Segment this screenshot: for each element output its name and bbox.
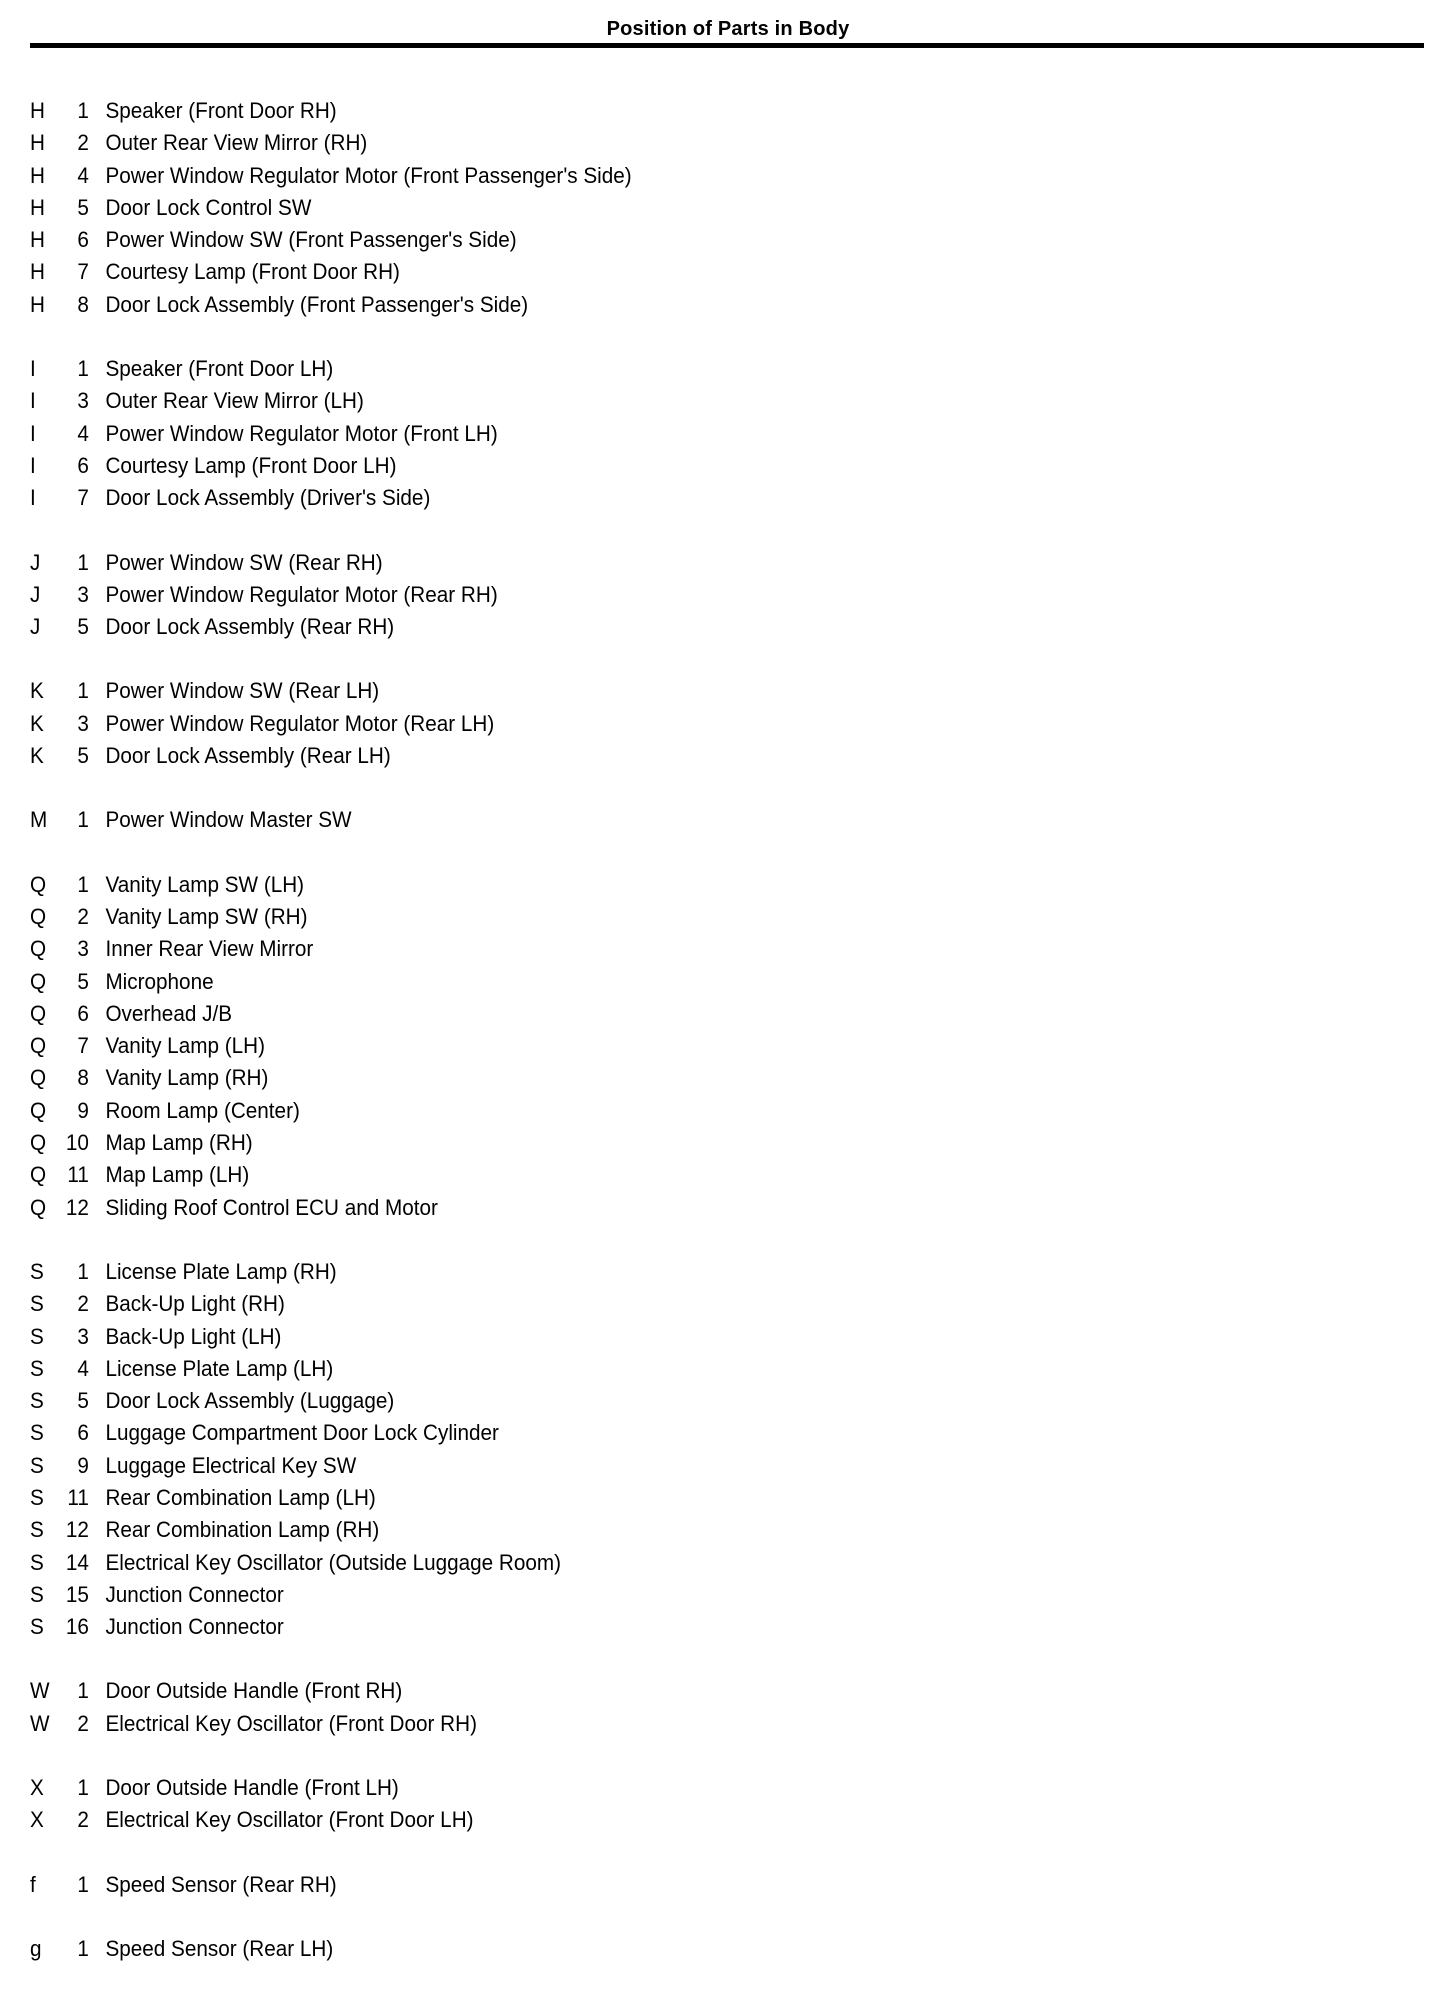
- part-row: [30, 127, 1300, 159]
- part-row: [30, 1192, 1300, 1224]
- part-row: [30, 1353, 1300, 1385]
- part-number: 2: [77, 130, 89, 156]
- part-name: Power Window SW (Front Passenger's Side): [105, 227, 517, 253]
- part-number: 10: [65, 1130, 89, 1156]
- part-location-code: H: [30, 162, 45, 188]
- part-number: 5: [77, 968, 89, 994]
- part-row: [30, 160, 1300, 192]
- part-location-code: H: [30, 227, 45, 253]
- part-location-code: g: [30, 1935, 42, 1961]
- parts-group: [30, 1933, 1410, 1965]
- part-name: Outer Rear View Mirror (RH): [105, 130, 368, 156]
- part-row: [30, 256, 1300, 288]
- part-name: Vanity Lamp SW (LH): [105, 871, 305, 897]
- part-number: 6: [77, 1000, 89, 1026]
- part-location-code: K: [30, 678, 44, 704]
- part-location-code: K: [30, 743, 44, 769]
- part-location-code: S: [30, 1420, 44, 1446]
- part-location-code: I: [30, 420, 36, 446]
- part-name: Speaker (Front Door RH): [105, 98, 337, 123]
- part-row: [30, 611, 1300, 643]
- part-location-code: H: [30, 98, 45, 123]
- part-name: Room Lamp (Center): [105, 1097, 300, 1123]
- part-number: 3: [77, 936, 89, 962]
- part-number: 4: [77, 1355, 89, 1381]
- part-name: Electrical Key Oscillator (Front Door RH): [105, 1710, 477, 1736]
- part-row: [30, 95, 1300, 127]
- part-row: [30, 1417, 1300, 1449]
- parts-group: [30, 1256, 1410, 1644]
- part-row: [30, 1321, 1300, 1353]
- parts-group: [30, 1869, 1410, 1901]
- part-name: Speed Sensor (Rear RH): [105, 1871, 337, 1897]
- part-name: Courtesy Lamp (Front Door RH): [105, 259, 400, 285]
- part-location-code: S: [30, 1549, 44, 1575]
- part-row: [30, 804, 1300, 836]
- part-name: Power Window SW (Rear LH): [105, 678, 380, 704]
- part-name: Map Lamp (LH): [105, 1162, 250, 1188]
- part-number: 9: [77, 1452, 89, 1478]
- part-location-code: S: [30, 1388, 44, 1414]
- part-name: Luggage Compartment Door Lock Cylinder: [105, 1420, 499, 1446]
- part-number: 11: [67, 1162, 89, 1188]
- part-row: [30, 418, 1300, 450]
- part-name: Vanity Lamp SW (RH): [105, 903, 308, 929]
- part-row: [30, 1514, 1300, 1546]
- part-name: Rear Combination Lamp (RH): [105, 1517, 380, 1543]
- part-location-code: M: [30, 807, 48, 833]
- parts-group: [30, 547, 1410, 644]
- part-name: Power Window Master SW: [105, 807, 352, 833]
- part-location-code: Q: [30, 936, 47, 962]
- part-row: [30, 353, 1300, 385]
- part-location-code: Q: [30, 1065, 47, 1091]
- part-location-code: S: [30, 1291, 44, 1317]
- part-number: 3: [77, 581, 89, 607]
- part-row: [30, 901, 1300, 933]
- part-number: 1: [77, 1775, 89, 1801]
- part-name: Inner Rear View Mirror: [105, 936, 314, 962]
- part-name: Power Window Regulator Motor (Front LH): [105, 420, 498, 446]
- part-name: Door Outside Handle (Front LH): [105, 1775, 399, 1801]
- part-row: [30, 1708, 1300, 1740]
- part-row: [30, 192, 1300, 224]
- part-number: 1: [77, 356, 89, 382]
- part-location-code: S: [30, 1614, 44, 1640]
- part-number: 11: [67, 1484, 89, 1510]
- part-row: [30, 289, 1300, 321]
- part-row: [30, 869, 1300, 901]
- part-name: Power Window SW (Rear RH): [105, 549, 383, 575]
- part-number: 2: [77, 1807, 89, 1833]
- part-location-code: J: [30, 614, 41, 640]
- part-name: Microphone: [105, 968, 214, 994]
- part-name: Electrical Key Oscillator (Outside Luggage Room): [105, 1549, 562, 1575]
- parts-group: [30, 353, 1410, 514]
- part-name: Door Outside Handle (Front RH): [105, 1678, 403, 1704]
- part-number: 5: [77, 743, 89, 769]
- part-number: 8: [77, 291, 89, 317]
- part-row: [30, 1482, 1300, 1514]
- part-number: 15: [65, 1581, 89, 1607]
- parts-group: [30, 675, 1410, 772]
- parts-group: [30, 1675, 1410, 1740]
- part-row: [30, 1127, 1300, 1159]
- part-location-code: J: [30, 581, 41, 607]
- part-number: 7: [77, 259, 89, 285]
- part-row: [30, 1030, 1300, 1062]
- part-name: Overhead J/B: [105, 1000, 233, 1026]
- part-number: 1: [77, 549, 89, 575]
- part-location-code: Q: [30, 1130, 47, 1156]
- part-number: 6: [77, 452, 89, 478]
- parts-group: [30, 95, 1410, 321]
- part-number: 2: [77, 1291, 89, 1317]
- part-number: 2: [77, 1710, 89, 1736]
- parts-group: [30, 869, 1410, 1224]
- part-name: Vanity Lamp (RH): [105, 1065, 269, 1091]
- part-row: [30, 1159, 1300, 1191]
- part-row: [30, 740, 1300, 772]
- part-name: Luggage Electrical Key SW: [105, 1452, 357, 1478]
- part-location-code: S: [30, 1452, 44, 1478]
- part-row: [30, 933, 1300, 965]
- part-location-code: I: [30, 356, 36, 382]
- part-location-code: S: [30, 1323, 44, 1349]
- part-number: 1: [77, 1935, 89, 1961]
- part-name: Door Lock Assembly (Luggage): [105, 1388, 395, 1414]
- part-location-code: S: [30, 1517, 44, 1543]
- part-number: 6: [77, 227, 89, 253]
- page-title: Position of Parts in Body: [606, 18, 850, 40]
- part-number: 2: [77, 903, 89, 929]
- part-number: 4: [77, 162, 89, 188]
- part-name: Back-Up Light (RH): [105, 1291, 285, 1317]
- part-location-code: W: [30, 1678, 50, 1704]
- part-row: [30, 1256, 1300, 1288]
- part-name: Door Lock Assembly (Front Passenger's Side): [105, 291, 529, 317]
- part-name: License Plate Lamp (LH): [105, 1355, 334, 1381]
- part-name: Sliding Roof Control ECU and Motor: [105, 1194, 438, 1220]
- part-number: 9: [77, 1097, 89, 1123]
- part-number: 1: [77, 1258, 89, 1284]
- part-number: 16: [65, 1614, 89, 1640]
- part-name: Outer Rear View Mirror (LH): [105, 388, 364, 414]
- part-location-code: S: [30, 1355, 44, 1381]
- part-location-code: f: [30, 1871, 36, 1897]
- part-location-code: Q: [30, 1033, 47, 1059]
- part-row: [30, 1288, 1300, 1320]
- part-name: Power Window Regulator Motor (Rear LH): [105, 710, 495, 736]
- part-name: Electrical Key Oscillator (Front Door LH): [105, 1807, 474, 1833]
- part-number: 5: [77, 1388, 89, 1414]
- part-row: [30, 482, 1300, 514]
- part-row: [30, 1933, 1300, 1965]
- part-number: 7: [77, 1033, 89, 1059]
- part-number: 1: [77, 1678, 89, 1704]
- parts-group: [30, 804, 1410, 836]
- part-name: Junction Connector: [105, 1614, 284, 1640]
- part-location-code: S: [30, 1258, 44, 1284]
- part-number: 1: [77, 1871, 89, 1897]
- part-name: License Plate Lamp (RH): [105, 1258, 337, 1284]
- part-location-code: S: [30, 1484, 44, 1510]
- part-row: [30, 675, 1300, 707]
- part-name: Door Lock Assembly (Driver's Side): [105, 485, 431, 511]
- part-row: [30, 385, 1300, 417]
- part-row: [30, 1611, 1300, 1643]
- part-number: 3: [77, 1323, 89, 1349]
- part-row: [30, 224, 1300, 256]
- part-number: 3: [77, 388, 89, 414]
- part-number: 1: [77, 98, 89, 123]
- part-name: Door Lock Assembly (Rear LH): [105, 743, 391, 769]
- part-name: Door Lock Assembly (Rear RH): [105, 614, 395, 640]
- part-location-code: Q: [30, 1162, 47, 1188]
- part-row: [30, 547, 1300, 579]
- part-location-code: H: [30, 194, 45, 220]
- part-location-code: Q: [30, 968, 47, 994]
- part-location-code: I: [30, 452, 36, 478]
- part-number: 1: [77, 871, 89, 897]
- part-location-code: H: [30, 130, 45, 156]
- part-number: 12: [65, 1517, 89, 1543]
- part-number: 6: [77, 1420, 89, 1446]
- part-location-code: I: [30, 485, 36, 511]
- part-location-code: Q: [30, 1194, 47, 1220]
- part-row: [30, 450, 1300, 482]
- part-name: Speaker (Front Door LH): [105, 356, 334, 382]
- part-name: Power Window Regulator Motor (Front Passenger's Side): [105, 162, 632, 188]
- part-row: [30, 1772, 1300, 1804]
- parts-group: [30, 1772, 1410, 1837]
- part-name: Courtesy Lamp (Front Door LH): [105, 452, 397, 478]
- part-name: Back-Up Light (LH): [105, 1323, 282, 1349]
- part-number: 5: [77, 614, 89, 640]
- part-row: [30, 1675, 1300, 1707]
- part-location-code: H: [30, 259, 45, 285]
- part-name: Vanity Lamp (LH): [105, 1033, 265, 1059]
- part-row: [30, 1450, 1300, 1482]
- part-name: Power Window Regulator Motor (Rear RH): [105, 581, 498, 607]
- part-row: [30, 1095, 1300, 1127]
- part-number: 1: [77, 807, 89, 833]
- parts-list: [30, 95, 1410, 1997]
- part-number: 5: [77, 194, 89, 220]
- title-divider: [30, 43, 1424, 48]
- part-row: [30, 579, 1300, 611]
- part-location-code: X: [30, 1807, 44, 1833]
- part-number: 12: [65, 1194, 89, 1220]
- part-row: [30, 966, 1300, 998]
- part-number: 4: [77, 420, 89, 446]
- part-number: 7: [77, 485, 89, 511]
- part-number: 3: [77, 710, 89, 736]
- part-row: [30, 708, 1300, 740]
- part-row: [30, 1804, 1300, 1836]
- part-location-code: Q: [30, 871, 47, 897]
- part-row: [30, 1385, 1300, 1417]
- part-name: Junction Connector: [105, 1581, 284, 1607]
- part-name: Rear Combination Lamp (LH): [105, 1484, 376, 1510]
- part-row: [30, 1062, 1300, 1094]
- part-location-code: Q: [30, 1000, 47, 1026]
- part-location-code: J: [30, 549, 41, 575]
- part-row: [30, 998, 1300, 1030]
- part-number: 1: [77, 678, 89, 704]
- part-location-code: H: [30, 291, 45, 317]
- part-location-code: S: [30, 1581, 44, 1607]
- part-location-code: X: [30, 1775, 44, 1801]
- part-location-code: I: [30, 388, 36, 414]
- part-name: Speed Sensor (Rear LH): [105, 1935, 334, 1961]
- part-name: Door Lock Control SW: [105, 194, 312, 220]
- part-row: [30, 1869, 1300, 1901]
- part-location-code: Q: [30, 903, 47, 929]
- part-location-code: K: [30, 710, 44, 736]
- part-row: [30, 1579, 1300, 1611]
- part-row: [30, 1547, 1300, 1579]
- part-number: 8: [77, 1065, 89, 1091]
- part-location-code: W: [30, 1710, 50, 1736]
- part-number: 14: [65, 1549, 89, 1575]
- part-name: Map Lamp (RH): [105, 1130, 253, 1156]
- part-location-code: Q: [30, 1097, 47, 1123]
